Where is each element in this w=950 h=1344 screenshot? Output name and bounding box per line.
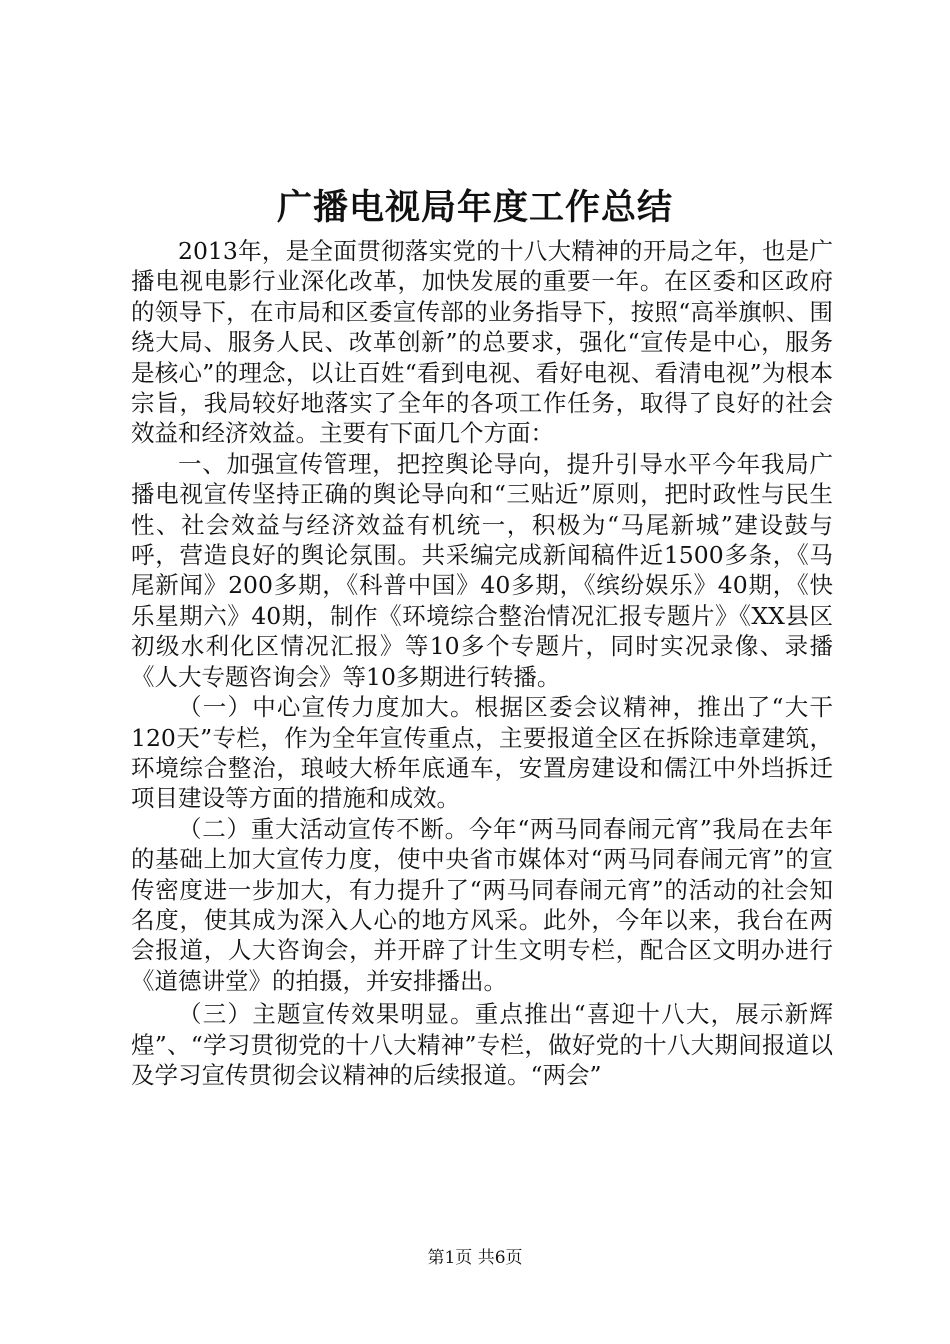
paragraph-intro: 2013年，是全面贯彻落实党的十八大精神的开局之年，也是广播电视电影行业深化改革，加快发展的重要一年。在区委和区政府的领导下，在市局和区委宣传部的业务指导下，按照“高举旗帜、围绕大局、服务人民、改革创新”的总要求，强化“宣传是中心，服务是核心”的理念，以让百姓“看到电视、看好电视、看清电视”为根本宗旨，我局较好地落实了全年的各项工作任务，取得了良好的社会效益和经济效益。主要有下面几个方面：	[131, 237, 833, 448]
paragraph-section-one: 一、加强宣传管理，把控舆论导向，提升引导水平今年我局广播电视宣传坚持正确的舆论导向和“三贴近”原则，把时政性与民生性、社会效益与经济效益有机统一，积极为“马尾新城”建设鼓与呼，营造良好的舆论氛围。共采编完成新闻稿件近1500多条，《马尾新闻》200多期，《科普中国》40多期，《缤纷娱乐》40期，《快乐星期六》40期，制作《环境综合整治情况汇报专题片》《XX县区初级水利化区情况汇报》等10多个专题片，同时实况录像、录播《人大专题咨询会》等10多期进行转播。	[131, 449, 833, 691]
document-body	[131, 236, 833, 1090]
paragraph-subsection-two: （二）重大活动宣传不断。今年“两马同春闹元宵”我局在去年的基础上加大宣传力度，使中央省市媒体对“两马同春闹元宵”的宣传密度进一步加大，有力提升了“两马同春闹元宵”的活动的社会知名度，使其成为深入人心的地方风采。此外，今年以来，我台在两会报道，人大咨询会，并开辟了计生文明专栏，配合区文明办进行《道德讲堂》的拍摄，并安排播出。	[131, 814, 833, 995]
document-title: 广播电视局年度工作总结	[276, 187, 673, 228]
paragraph-subsection-three: （三）主题宣传效果明显。重点推出“喜迎十八大，展示新辉煌”、“学习贯彻党的十八大精神”专栏，做好党的十八大期间报道以及学习宣传贯彻会议精神的后续报道。“两会”	[131, 1000, 833, 1089]
paragraph-subsection-one: （一）中心宣传力度加大。根据区委会议精神，推出了“大干120天”专栏，作为全年宣传重点，主要报道全区在拆除违章建筑，环境综合整治，琅岐大桥年底通车，安置房建设和儒江中外垱拆迁项目建设等方面的措施和成效。	[131, 693, 833, 813]
page-number-footer: 第1页 共6页	[427, 1248, 523, 1268]
